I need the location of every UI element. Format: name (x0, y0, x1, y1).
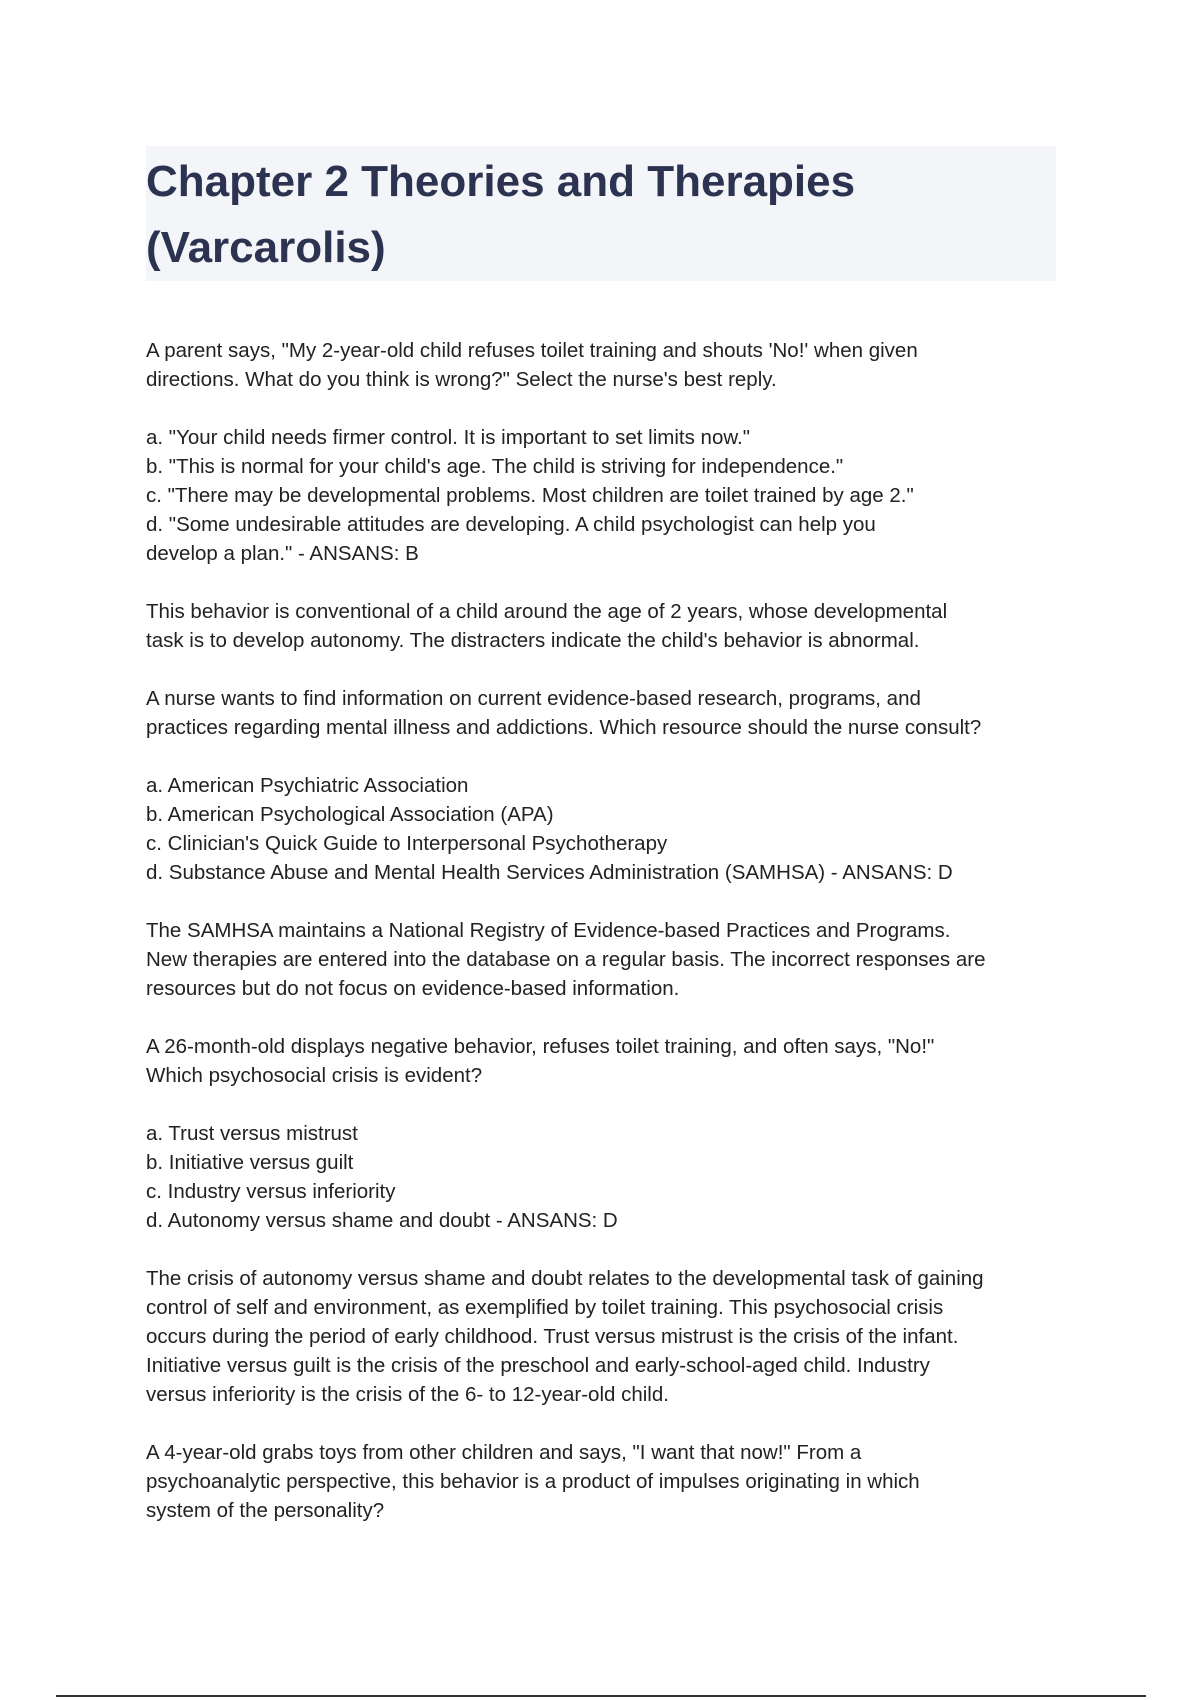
answer-options (146, 423, 1066, 568)
text-line: psychoanalytic perspective, this behavior is a product of impulses originating in which (146, 1470, 920, 1493)
text-line: practices regarding mental illness and addictions. Which resource should the nurse consult? (146, 716, 982, 739)
text-line: system of the personality? (146, 1499, 385, 1522)
option-line: b. American Psychological Association (APA) (146, 803, 554, 826)
option-line: a. "Your child needs firmer control. It is important to set limits now." (146, 426, 750, 449)
text-line: control of self and environment, as exemplified by toilet training. This psychosocial crisis (146, 1296, 944, 1319)
question-paragraph (146, 1032, 1066, 1090)
text-line: This behavior is conventional of a child around the age of 2 years, whose developmental (146, 600, 948, 623)
option-line: c. Industry versus inferiority (146, 1180, 396, 1203)
rationale-paragraph (146, 916, 1066, 1003)
rationale-paragraph (146, 597, 1066, 655)
text-line: The SAMHSA maintains a National Registry of Evidence-based Practices and Programs. (146, 919, 951, 942)
option-line: b. Initiative versus guilt (146, 1151, 354, 1174)
option-line: d. "Some undesirable attitudes are developing. A child psychologist can help you (146, 513, 876, 536)
text-line: resources but do not focus on evidence-based information. (146, 977, 680, 1000)
text-line: The crisis of autonomy versus shame and doubt relates to the developmental task of gaining (146, 1267, 984, 1290)
question-paragraph (146, 684, 1066, 742)
rationale-paragraph (146, 1264, 1066, 1409)
option-line: d. Autonomy versus shame and doubt - ANSANS: D (146, 1209, 618, 1232)
document-body (146, 336, 1066, 1554)
text-line: versus inferiority is the crisis of the 6- to 12-year-old child. (146, 1383, 669, 1406)
title-line: Chapter 2 Theories and Therapies (146, 157, 856, 206)
text-line: occurs during the period of early childhood. Trust versus mistrust is the crisis of the infant. (146, 1325, 959, 1348)
question-paragraph (146, 1438, 1066, 1525)
text-line: task is to develop autonomy. The distracters indicate the child's behavior is abnormal. (146, 629, 920, 652)
text-line: New therapies are entered into the database on a regular basis. The incorrect responses are (146, 948, 986, 971)
option-line: c. "There may be developmental problems. Most children are toilet trained by age 2." (146, 484, 914, 507)
text-line: Which psychosocial crisis is evident? (146, 1064, 483, 1087)
text-line: directions. What do you think is wrong?" Select the nurse's best reply. (146, 368, 777, 391)
page-title (146, 146, 1056, 281)
text-line: Initiative versus guilt is the crisis of the preschool and early-school-aged child. Industry (146, 1354, 930, 1377)
option-line: b. "This is normal for your child's age. The child is striving for independence." (146, 455, 844, 478)
answer-options (146, 1119, 1066, 1235)
title-banner (146, 146, 1056, 281)
footer-divider (56, 1695, 1146, 1697)
title-line: (Varcarolis) (146, 223, 386, 272)
answer-options (146, 771, 1066, 887)
text-line: A nurse wants to find information on current evidence-based research, programs, and (146, 687, 921, 710)
text-line: A 4-year-old grabs toys from other children and says, "I want that now!" From a (146, 1441, 862, 1464)
option-line: develop a plan." - ANSANS: B (146, 542, 419, 565)
option-line: c. Clinician's Quick Guide to Interpersonal Psychotherapy (146, 832, 668, 855)
text-line: A parent says, "My 2-year-old child refuses toilet training and shouts 'No!' when given (146, 339, 918, 362)
option-line: a. Trust versus mistrust (146, 1122, 358, 1145)
option-line: d. Substance Abuse and Mental Health Services Administration (SAMHSA) - ANSANS: D (146, 861, 953, 884)
text-line: A 26-month-old displays negative behavior, refuses toilet training, and often says, "No!" (146, 1035, 935, 1058)
question-paragraph (146, 336, 1066, 394)
option-line: a. American Psychiatric Association (146, 774, 469, 797)
